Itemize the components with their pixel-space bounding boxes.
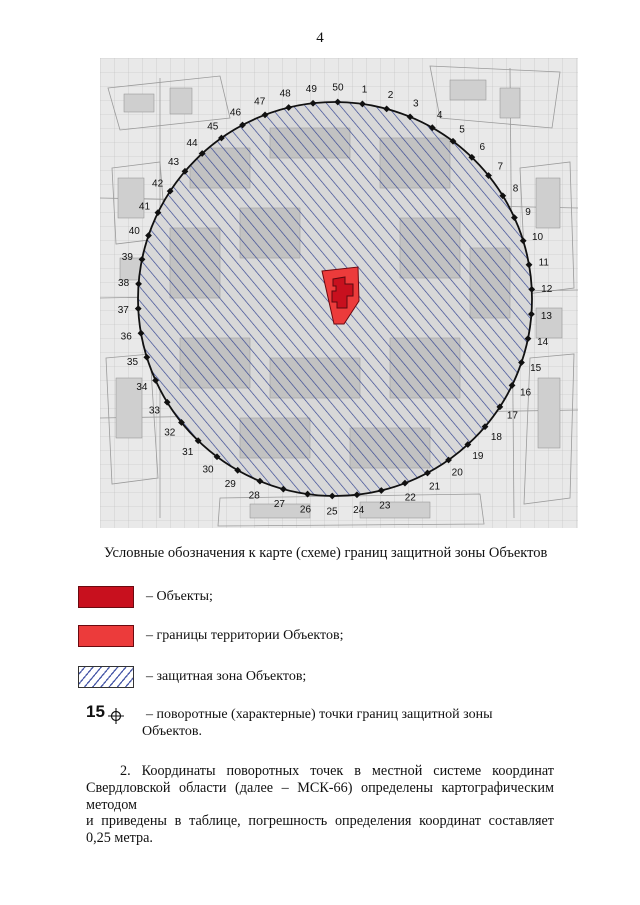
boundary-point-label: 27	[273, 499, 285, 511]
boundary-point-label: 29	[224, 478, 236, 490]
boundary-point-label: 23	[379, 500, 391, 512]
page-number: 4	[316, 30, 324, 46]
boundary-point-label: 1	[361, 84, 368, 96]
boundary-point-label: 31	[182, 447, 194, 459]
boundary-point-label: 3	[413, 98, 419, 110]
boundary-point-label: 11	[538, 257, 549, 269]
boundary-point-label: 19	[472, 451, 484, 463]
boundary-point-label: 17	[506, 410, 518, 422]
boundary-point-label: 47	[254, 96, 266, 108]
boundary-point-label: 6	[479, 141, 486, 153]
boundary-point-label: 4	[436, 110, 443, 122]
boundary-point-label: 38	[118, 278, 130, 290]
boundary-point-label: 37	[117, 304, 129, 316]
boundary-point-label: 9	[525, 206, 531, 218]
protection-zone-map	[100, 58, 578, 528]
boundary-point-label: 12	[541, 284, 553, 296]
paragraph-line-4: 0,25 метра.	[86, 830, 153, 847]
legend-points-line1: – поворотные (характерные) точки границ защитной зоны	[146, 707, 493, 722]
territory-swatch	[78, 625, 134, 647]
legend-territory-label: – границы территории Объектов;	[146, 628, 344, 643]
boundary-point-label: 35	[126, 357, 139, 369]
boundary-point-label: 43	[167, 157, 180, 169]
boundary-point-label: 45	[207, 121, 219, 133]
paragraph-line-1: 2. Координаты поворотных точек в местной системе координат	[120, 763, 554, 779]
point-marker-icon	[108, 708, 124, 724]
legend-title: Условные обозначения к карте (схеме) границ защитной зоны Объектов	[104, 545, 548, 561]
legend-points-label	[142, 706, 576, 740]
boundary-point-label: 36	[120, 331, 132, 343]
boundary-point-label: 46	[229, 107, 242, 119]
boundary-point-label: 13	[540, 310, 552, 322]
boundary-point-label: 22	[404, 492, 416, 504]
legend-zone-label: – защитная зона Объектов;	[146, 669, 307, 684]
boundary-point-label: 42	[152, 178, 164, 190]
boundary-point-label: 10	[531, 231, 544, 243]
boundary-point-label: 41	[138, 201, 151, 213]
boundary-point-label: 50	[332, 82, 344, 94]
boundary-point-label: 28	[248, 490, 260, 502]
boundary-point-label: 48	[279, 88, 291, 100]
boundary-point-label: 20	[451, 467, 463, 479]
boundary-point-label: 18	[490, 431, 503, 443]
paragraph-line-2: Свердловской области (далее – МСК-66) определены картографическим методом	[86, 779, 554, 813]
boundary-point-label: 30	[202, 464, 214, 476]
zone-swatch	[78, 666, 134, 688]
boundary-point-label: 33	[148, 405, 160, 417]
legend-objects-label: – Объекты;	[146, 589, 213, 604]
boundary-point-label: 21	[428, 481, 441, 493]
boundary-point-label: 16	[519, 387, 532, 399]
boundary-point-label: 15	[530, 362, 542, 374]
boundary-point-label: 25	[326, 506, 338, 518]
legend-point-number: 15	[86, 702, 105, 721]
legend-points-line2: Объектов.	[142, 724, 202, 739]
boundary-point-label: 2	[387, 89, 394, 101]
boundary-point-label: 44	[186, 137, 198, 149]
boundary-point-label: 32	[164, 427, 176, 439]
legend-row-territory	[78, 625, 598, 655]
boundary-point-label: 26	[299, 504, 312, 516]
coordinates-paragraph	[86, 763, 554, 847]
legend-row-points	[78, 704, 598, 740]
boundary-point-label: 5	[459, 124, 465, 136]
boundary-point-label: 49	[305, 83, 317, 95]
boundary-point-label: 14	[537, 337, 549, 349]
objects-swatch	[78, 586, 134, 608]
boundary-point-label: 8	[512, 183, 519, 195]
paragraph-line-3: и приведены в таблице, погрешность определения координат составляет	[86, 813, 554, 830]
boundary-point-label: 34	[136, 382, 148, 394]
legend-row-zone	[78, 666, 598, 696]
boundary-point-label: 7	[497, 161, 504, 173]
boundary-point-label: 39	[121, 251, 133, 263]
boundary-point-label: 40	[128, 226, 140, 238]
legend-row-objects	[78, 586, 598, 616]
boundary-point-label: 24	[353, 505, 365, 517]
